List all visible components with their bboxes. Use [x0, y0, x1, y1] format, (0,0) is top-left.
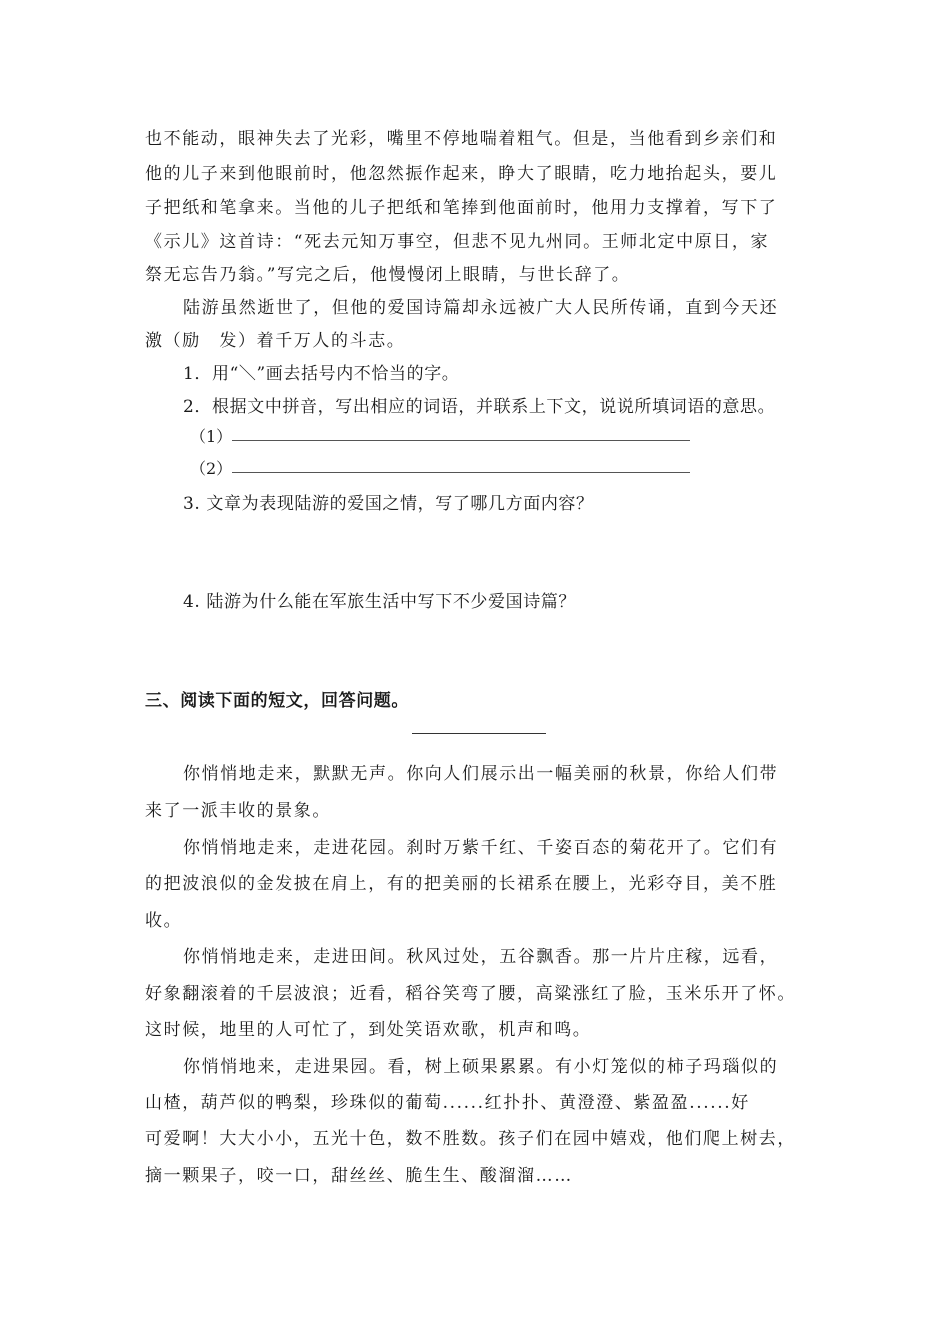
passage-line: 摘一颗果子，咬一口，甜丝丝、脆生生、酸溜溜……	[145, 1166, 573, 1186]
passage-line: 陆游虽然逝世了，但他的爱国诗篇却永远被广大人民所传诵，直到今天还	[183, 298, 779, 318]
passage-line: 好象翻滚着的千层波浪；近看，稻谷笑弯了腰，高粱涨红了脸，玉米乐开了怀。	[145, 984, 796, 1004]
blank-label-1: （1）	[190, 427, 233, 446]
question-3: 3. 文章为表现陆游的爱国之情，写了哪几方面内容？	[183, 494, 594, 514]
question-2: 2．根据文中拼音，写出相应的词语，并联系上下文，说说所填词语的意思。	[183, 397, 776, 417]
question-4: 4. 陆游为什么能在军旅生活中写下不少爱国诗篇？	[183, 592, 577, 612]
passage-line: 山楂，葫芦似的鸭梨，珍珠似的葡萄......红扑扑、黄澄澄、紫盈盈......好	[145, 1093, 750, 1113]
passage-line: 子把纸和笔拿来。当他的儿子把纸和笔捧到他面前时，他用力支撑着，写下了	[145, 198, 778, 218]
passage-line: 这时候，地里的人可忙了，到处笑语欢歌，机声和鸣。	[145, 1020, 592, 1040]
answer-blank-2[interactable]	[232, 472, 690, 473]
passage-line: 他的儿子来到他眼前时，他忽然振作起来，睁大了眼睛，吃力地抬起头，要儿	[145, 164, 778, 184]
question-1: 1．用“＼”画去括号内不恰当的字。	[183, 364, 460, 384]
answer-blank-1[interactable]	[232, 440, 690, 441]
title-blank[interactable]	[412, 733, 546, 734]
passage-line: 可爱啊！大大小小，五光十色，数不胜数。孩子们在园中嬉戏，他们爬上树去，	[145, 1129, 796, 1149]
passage-line: 的把波浪似的金发披在肩上，有的把美丽的长裙系在腰上，光彩夺目，美不胜	[145, 874, 778, 894]
passage-line: 你悄悄地来，走进果园。看，树上硕果累累。有小灯笼似的柿子玛瑙似的	[183, 1057, 779, 1077]
passage-line: 激（励 发）着千万人的斗志。	[145, 331, 406, 351]
section-heading: 三、阅读下面的短文，回答问题。	[145, 691, 409, 711]
blank-label-2: （2）	[190, 459, 233, 478]
passage-line: 你悄悄地走来，默默无声。你向人们展示出一幅美丽的秋景，你给人们带	[183, 764, 779, 784]
passage-line: 来了一派丰收的景象。	[145, 801, 331, 821]
passage-line: 你悄悄地走来，走进花园。刹时万紫千红、千姿百态的菊花开了。它们有	[183, 838, 779, 858]
passage-line: 《示儿》这首诗：“死去元知万事空，但悲不见九州同。王师北定中原日，家	[145, 232, 770, 252]
passage-line: 你悄悄地走来，走进田间。秋风过处，五谷飘香。那一片片庄稼，远看，	[183, 947, 779, 967]
passage-line: 收。	[145, 911, 183, 931]
passage-line: 祭无忘告乃翁。”写完之后，他慢慢闭上眼睛，与世长辞了。	[145, 265, 631, 285]
passage-line: 也不能动，眼神失去了光彩，嘴里不停地喘着粗气。但是，当他看到乡亲们和	[145, 129, 778, 149]
